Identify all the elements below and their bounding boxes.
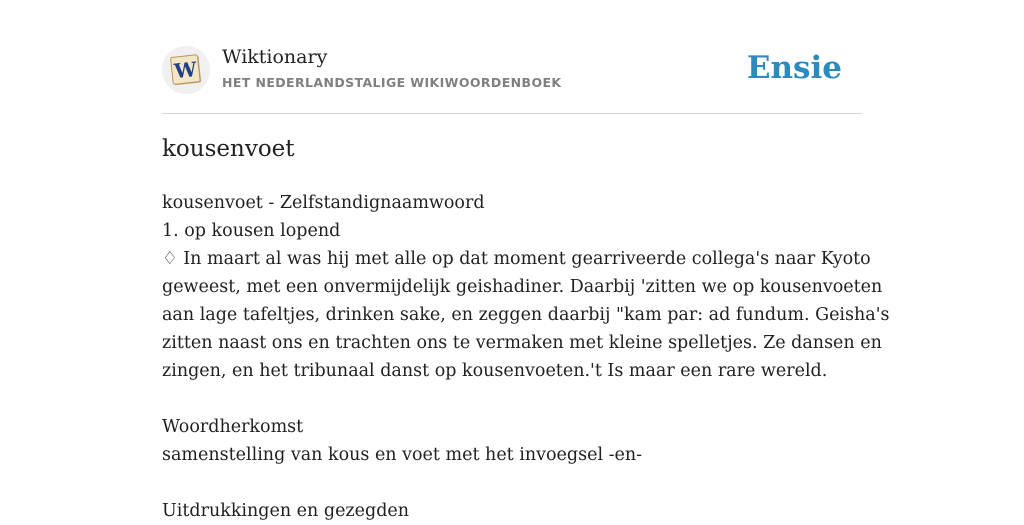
svg-text:W: W	[172, 56, 198, 84]
etymology-text: samenstelling van kous en voet met het invoegsel -en-	[162, 445, 643, 465]
example-line: aan lage tafeltjes, drinken sake, en zeggen daarbij "kam par: ad fundum. Geisha's	[162, 305, 890, 325]
wiktionary-logo-icon[interactable]	[162, 46, 210, 94]
definition-line: kousenvoet - Zelfstandignaamwoord	[162, 193, 485, 213]
etymology-heading: Woordherkomst	[162, 417, 304, 437]
spacer	[162, 469, 862, 497]
ensie-brand-logo[interactable]: Ensie	[746, 50, 842, 86]
site-header	[162, 0, 862, 114]
example-line: geweest, met een onvermijdelijk geishadiner. Daarbij 'zitten we op kousenvoeten	[162, 277, 883, 297]
page-title: kousenvoet	[162, 136, 295, 162]
site-tagline: HET NEDERLANDSTALIGE WIKIWOORDENBOEK	[222, 75, 562, 90]
page	[162, 0, 890, 521]
entry-content	[162, 189, 890, 525]
site-name[interactable]: Wiktionary	[222, 46, 328, 68]
sense-1: 1. op kousen lopend	[162, 221, 341, 241]
example-line: ♢ In maart al was hij met alle op dat moment gearriveerde collega's naar Kyoto	[162, 249, 871, 269]
expressions-heading: Uitdrukkingen en gezegden	[162, 501, 410, 521]
spacer	[162, 385, 862, 413]
example-line: zingen, en het tribunaal danst op kousenvoeten.'t Is maar een rare wereld.	[162, 361, 828, 381]
example-line: zitten naast ons en trachten ons te vermaken met kleine spelletjes. Ze dansen en	[162, 333, 882, 353]
